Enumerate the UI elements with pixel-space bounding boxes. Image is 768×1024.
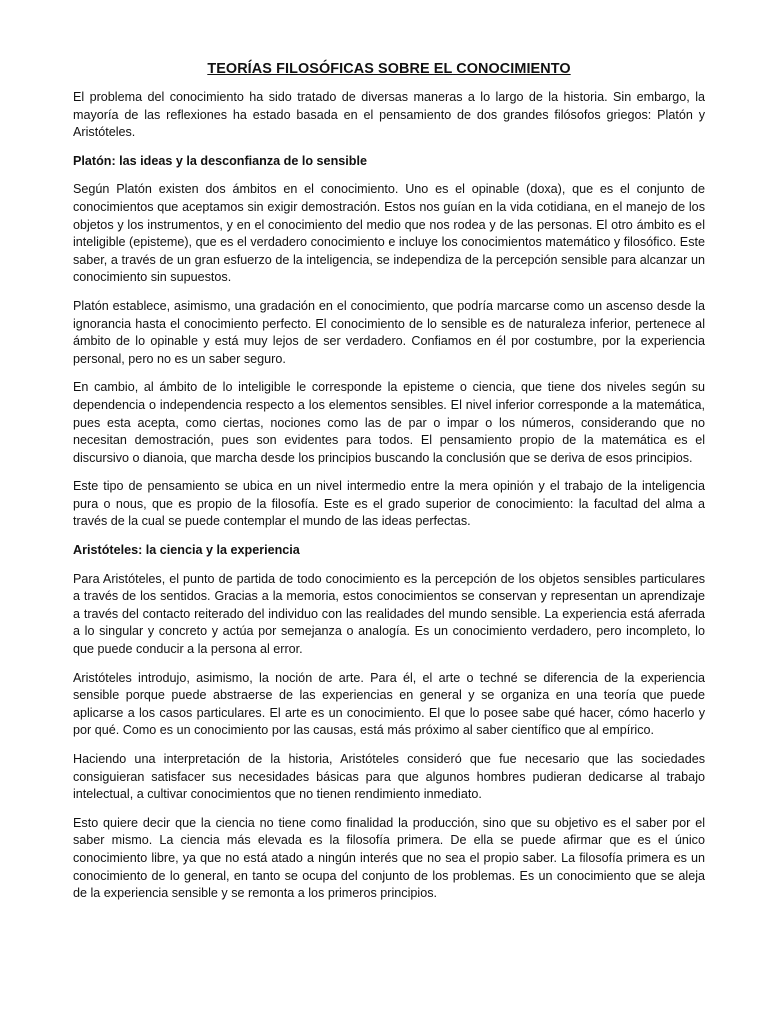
section-heading: Aristóteles: la ciencia y la experiencia — [73, 543, 300, 558]
paragraph: Platón establece, asimismo, una gradación en el conocimiento, que podría marcarse como un ascenso desde la ignorancia hasta el conocimiento perfecto. El conocimiento de lo sensible es de naturaleza inferior, pertenece al ámbito de lo opinable y está muy lejos de ser verdadero. Confiamos en él por costumbre, por la experiencia personal, pero no es un saber seguro. — [73, 298, 705, 366]
document-title: TEORÍAS FILOSÓFICAS SOBRE EL CONOCIMIENTO — [207, 61, 571, 77]
section-aristoteles — [73, 542, 705, 903]
section-heading: Platón: las ideas y la desconfianza de lo sensible — [73, 153, 367, 168]
paragraph: Esto quiere decir que la ciencia no tiene como finalidad la producción, sino que su objetivo es el saber por el saber mismo. La ciencia más elevada es la filosofía primera. De ella se puede afirmar que es el único conocimiento libre, ya que no está atado a ningún interés que no sea el propio saber. La filosofía primera es un conocimiento de lo general, en tanto se ocupa del conjunto de los problemas. Es un conocimiento que se aleja de la experiencia sensible y se remonta a los primeros principios. — [73, 815, 705, 901]
section-platon — [73, 153, 705, 531]
paragraph: En cambio, al ámbito de lo inteligible le corresponde la episteme o ciencia, que tiene dos niveles según su dependencia o independencia respecto a los elementos sensibles. El nivel inferior corresponde a la matemática, pues esta acepta, como ciertas, nociones como las de par o impar o los números, considerando que no necesitan demostración, pues son evidentes para todos. El pensamiento propio de la matemática es el discursivo o dianoia, que marcha desde los principios buscando la conclusión que se deriva de esos principios. — [73, 380, 705, 465]
paragraph: Este tipo de pensamiento se ubica en un nivel intermedio entre la mera opinión y el trabajo de la inteligencia pura o nous, que es propio de la filosofía. Este es el grado superior de conocimiento: la facultad del alma a través de la cual se puede contemplar el mundo de las ideas perfectas. — [73, 479, 705, 529]
paragraph: Según Platón existen dos ámbitos en el conocimiento. Uno es el opinable (doxa), que es el conjunto de conocimientos que aceptamos sin exigir demostración. Estos nos guían en la vida cotidiana, en el manejo de los objetos y los instrumentos, y en el conocimiento del medio que nos rodea y de las personas. El otro ámbito es el inteligible (episteme), que es el verdadero conocimiento e incluye los conocimientos matemático y filosófico. Este saber, a través de un gran esfuerzo de la inteligencia, se independiza de la percepción sensible para alcanzar un conocimiento sin supuestos. — [73, 182, 705, 285]
intro-paragraph: El problema del conocimiento ha sido tratado de diversas maneras a lo largo de la historia. Sin embargo, la mayoría de las reflexiones ha estado basada en el pensamiento de dos grandes filósofos griegos: Platón y Aristóteles. — [73, 90, 705, 140]
paragraph: Para Aristóteles, el punto de partida de todo conocimiento es la percepción de los objetos sensibles particulares a través de los sentidos. Gracias a la memoria, estos conocimientos se conservan y representan un aprendizaje a través del contacto reiterado del individuo con las realidades del mundo sensible. La experiencia está aferrada a lo singular y concreto y actúa por semejanza o analogía. Es un conocimiento verdadero, pero incompleto, lo que puede conducir a la persona al error. — [73, 571, 705, 657]
document-page — [73, 58, 705, 914]
paragraph: Aristóteles introdujo, asimismo, la noción de arte. Para él, el arte o techné se diferencia de la experiencia sensible porque puede abstraerse de las experiencias en general y se organiza en una teoría que puede aplicarse a los casos particulares. El arte es un conocimiento. El que lo posee sabe qué hacer, cómo hacerlo y por qué. Como es un conocimiento por las causas, está más próximo al saber científico que al empírico. — [73, 670, 705, 738]
paragraph: Haciendo una interpretación de la historia, Aristóteles consideró que fue necesario que las sociedades consiguieran satisfacer sus necesidades básicas para que algunos hombres pudieran dedicarse al trabajo intelectual, a cultivar conocimientos que no tienen rendimiento inmediato. — [73, 752, 705, 802]
